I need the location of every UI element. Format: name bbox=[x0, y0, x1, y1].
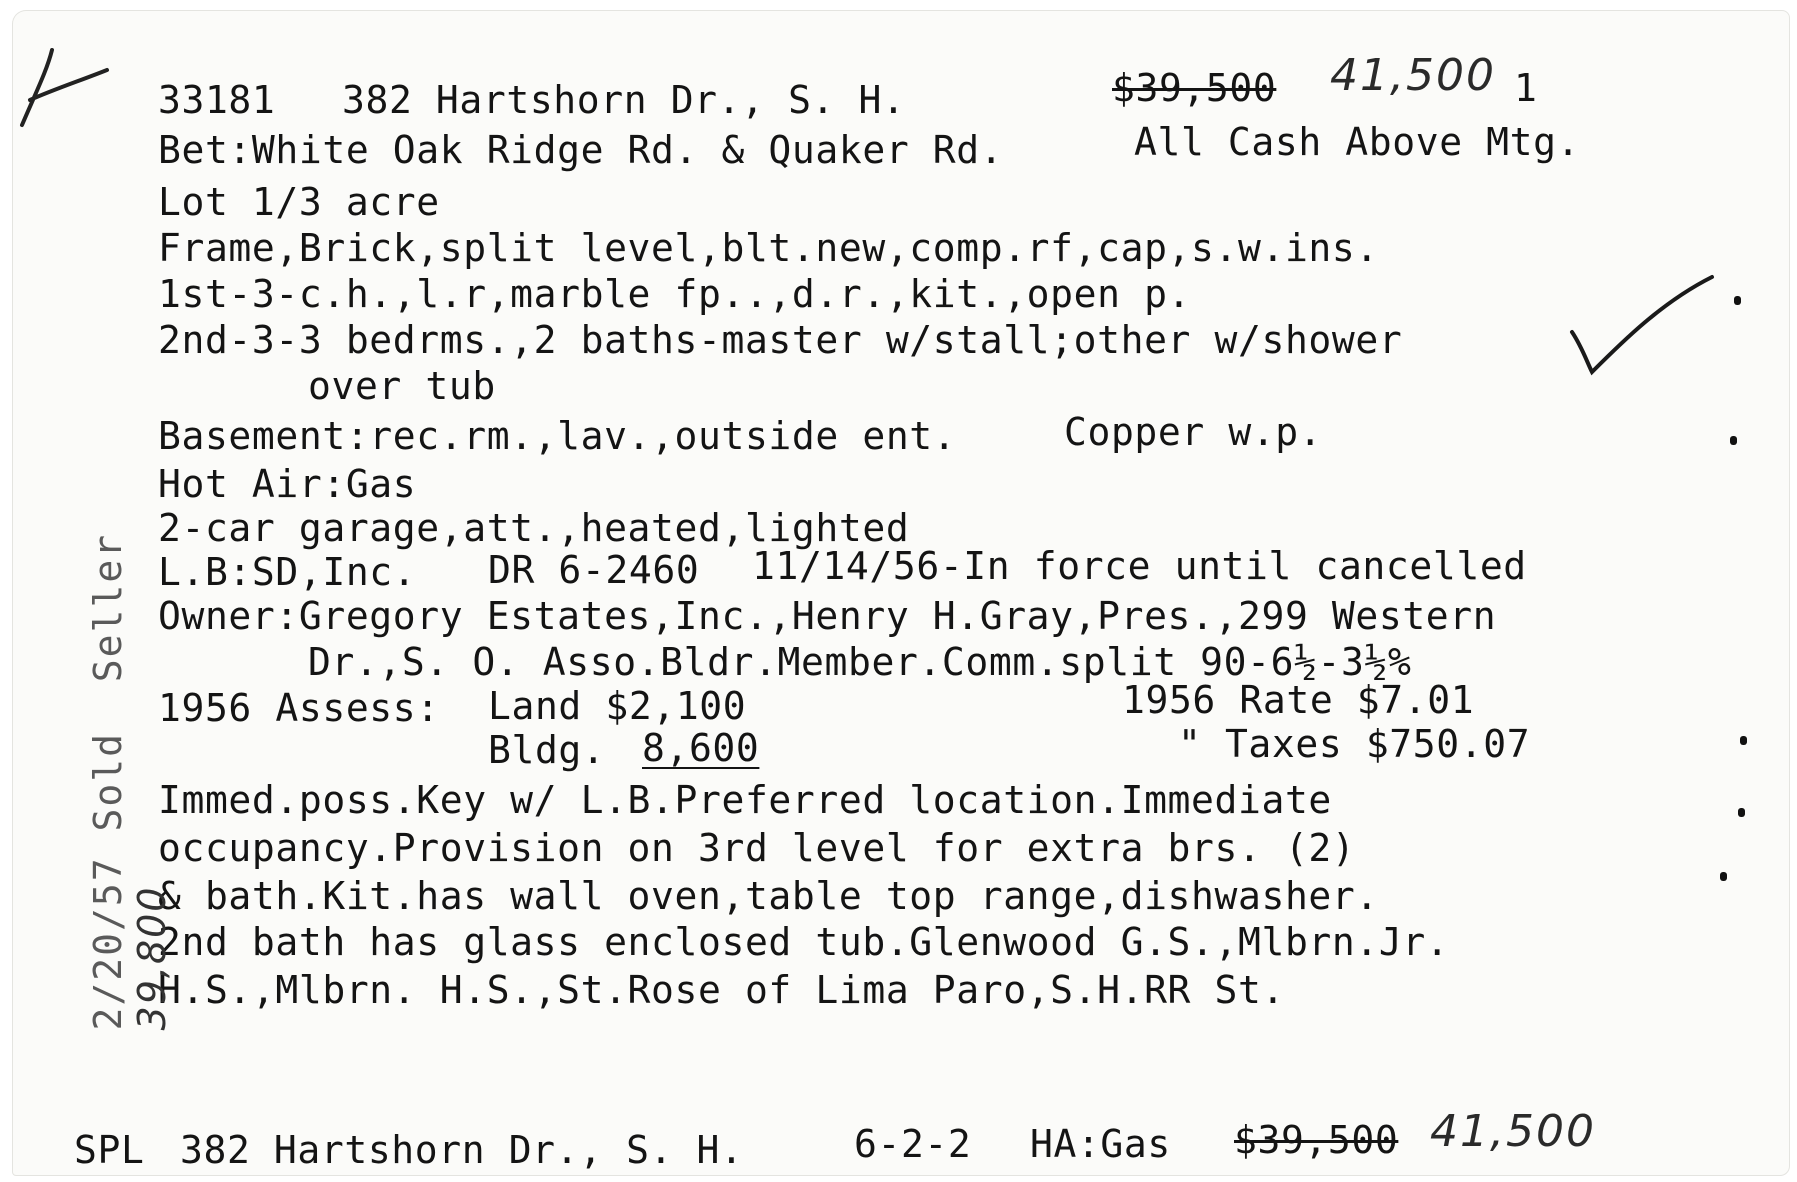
speck bbox=[1738, 808, 1745, 817]
speck bbox=[1730, 436, 1737, 445]
remarks-line-4: 2nd bath has glass enclosed tub.Glenwood G.S.,Mlbrn.Jr. bbox=[158, 920, 1450, 964]
footer-original-price: $39,500 bbox=[1234, 1118, 1399, 1162]
bldg-assessment: 8,600 bbox=[642, 726, 760, 770]
listing-number: 33181 bbox=[158, 78, 276, 122]
corner-check-mark bbox=[12, 30, 132, 140]
plumbing: Copper w.p. bbox=[1064, 410, 1323, 454]
listing-card bbox=[12, 10, 1790, 1176]
cross-streets: Bet:White Oak Ridge Rd. & Quaker Rd. bbox=[158, 128, 1004, 172]
remarks-line-3: & bath.Kit.has wall oven,table top range,dishwasher. bbox=[158, 874, 1379, 918]
heating: Hot Air:Gas bbox=[158, 462, 417, 506]
speck bbox=[1734, 296, 1741, 305]
owner-line: Owner:Gregory Estates,Inc.,Henry H.Gray,Pres.,299 Western bbox=[158, 594, 1497, 638]
assess-label: 1956 Assess: bbox=[158, 686, 440, 730]
original-price: $39,500 bbox=[1112, 66, 1277, 110]
footer-code: SPL bbox=[74, 1128, 145, 1172]
sale-price-handwritten: 39,800 bbox=[130, 885, 174, 1031]
first-floor-rooms: 1st-3-c.h.,l.r,marble fp..,d.r.,kit.,open p. bbox=[158, 272, 1192, 316]
construction-details: Frame,Brick,split level,blt.new,comp.rf,cap,s.w.ins. bbox=[158, 226, 1379, 270]
bldg-label: Bldg. bbox=[488, 728, 606, 772]
garage: 2-car garage,att.,heated,lighted bbox=[158, 506, 910, 550]
footer-rooms: 6-2-2 bbox=[854, 1122, 972, 1166]
second-floor-rooms: 2nd-3-3 bedrms.,2 baths-master w/stall;other w/shower bbox=[158, 318, 1403, 362]
second-floor-rooms-cont: over tub bbox=[308, 364, 496, 408]
basement-details: Basement:rec.rm.,lav.,outside ent. bbox=[158, 414, 957, 458]
lot-size: Lot 1/3 acre bbox=[158, 180, 440, 224]
footer-revised-price: 41,500 bbox=[1430, 1106, 1596, 1157]
remarks-line-2: occupancy.Provision on 3rd level for extra brs. (2) bbox=[158, 826, 1356, 870]
card-number: 1 bbox=[1514, 66, 1538, 110]
remarks-line-5: H.S.,Mlbrn. H.S.,St.Rose of Lima Paro,S.H.RR St. bbox=[158, 968, 1285, 1012]
footer-address: 382 Hartshorn Dr., S. H. bbox=[180, 1128, 744, 1172]
broker-phone: DR 6-2460 bbox=[488, 548, 700, 592]
remarks-line-1: Immed.poss.Key w/ L.B.Preferred location.Immediate bbox=[158, 778, 1332, 822]
check-mark-icon bbox=[1562, 272, 1722, 392]
speck bbox=[1720, 872, 1727, 881]
listing-date: 11/14/56-In force until cancelled bbox=[752, 544, 1527, 588]
footer-heat: HA:Gas bbox=[1030, 1122, 1171, 1166]
owner-line-cont: Dr.,S. O. Asso.Bldr.Member.Comm.split 90-6½-3½% bbox=[308, 640, 1412, 684]
revised-price: 41,500 bbox=[1330, 50, 1496, 101]
property-address: 382 Hartshorn Dr., S. H. bbox=[342, 78, 906, 122]
taxes: " Taxes $750.07 bbox=[1178, 722, 1531, 766]
tax-rate: 1956 Rate $7.01 bbox=[1122, 678, 1475, 722]
sold-date-text: 2/20/57 Sold Seller bbox=[86, 532, 130, 1031]
land-assessment: Land $2,100 bbox=[488, 684, 747, 728]
speck bbox=[1740, 736, 1747, 745]
listing-broker: L.B:SD,Inc. bbox=[158, 550, 417, 594]
sold-stamp bbox=[42, 533, 218, 1130]
financing-terms: All Cash Above Mtg. bbox=[1134, 120, 1581, 164]
